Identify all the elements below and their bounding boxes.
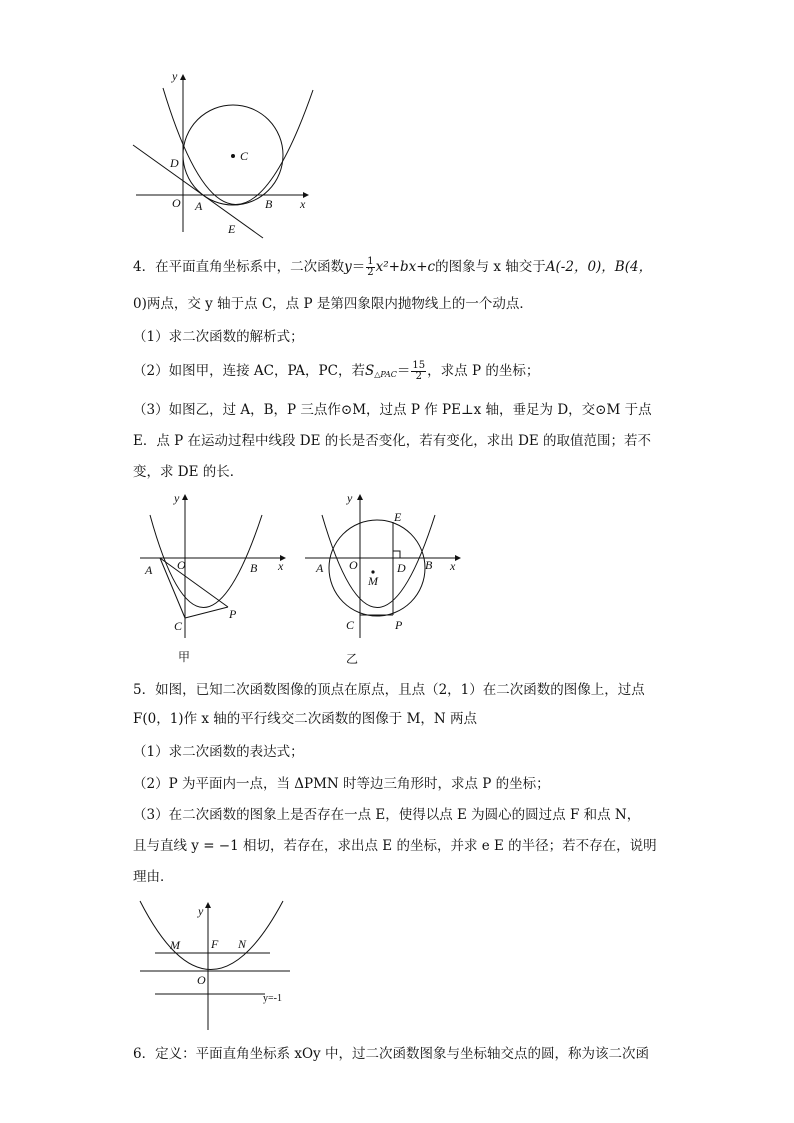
q5-statement-l1: 5．如图，已知二次函数图像的顶点在原点，且点（2，1）在二次函数的图像上，过点 <box>133 682 645 698</box>
q5-statement-l2: F(0，1)作 x 轴的平行线交二次函数的图像于 M，N 两点 <box>133 711 477 727</box>
label-d: D <box>170 156 179 170</box>
label-c: C <box>240 149 249 163</box>
label-y: y <box>172 70 178 83</box>
label-d: D <box>397 561 406 575</box>
circle-m <box>329 520 425 616</box>
y-axis-arrow <box>205 902 211 908</box>
label-m: M <box>170 938 180 952</box>
label-x: x <box>300 197 306 211</box>
label-p: P <box>395 618 403 632</box>
label-y: y <box>198 904 204 918</box>
label-b: B <box>250 561 258 575</box>
figure-q5 <box>135 898 305 1033</box>
q6-statement: 6．定义：平面直角坐标系 xOy 中，过二次函数图象与坐标轴交点的圆，称为该二次函 <box>133 1046 649 1062</box>
label-o: O <box>349 558 358 572</box>
q4-part3-l1: （3）如图乙，过 A，B，P 三点作⊙M，过点 P 作 PE⊥x 轴，垂足为 D，交⊙M 于点 <box>133 402 652 418</box>
y-axis-arrow <box>357 494 363 500</box>
x-axis-arrow <box>455 555 461 561</box>
center-c-dot <box>231 154 235 158</box>
label-x: x <box>450 559 456 573</box>
label-e: E <box>394 510 402 524</box>
q4-part3-l2: E．点 P 在运动过程中线段 DE 的长是否变化，若有变化，求出 DE 的取值范围；若不 <box>133 433 652 449</box>
parabola <box>150 515 262 608</box>
label-b: B <box>425 558 433 572</box>
label-a: A <box>145 563 153 577</box>
figure-yi <box>300 490 470 640</box>
parabola <box>140 901 283 970</box>
q4-part1: （1）求二次函数的解析式； <box>133 329 304 345</box>
label-b: B <box>265 197 273 211</box>
q5-part3-l3: 理由． <box>133 869 174 885</box>
label-y: y <box>174 491 180 505</box>
y-axis-arrow <box>182 494 188 500</box>
caption-yi: 乙 <box>346 652 359 666</box>
label-y: y <box>347 491 353 505</box>
label-m: M <box>368 574 378 588</box>
segment-pc <box>185 607 228 618</box>
q4-statement-line2: 0)两点，交 y 轴于点 C，点 P 是第四象限内抛物线上的一个动点． <box>133 296 533 312</box>
label-line: y=-1 <box>263 993 282 1004</box>
q4-part3-l3: 变，求 DE 的长． <box>133 464 244 480</box>
label-n: N <box>238 937 247 951</box>
q5-part2: （2）P 为平面内一点，当 ΔPMN 时等边三角形时，求点 P 的坐标； <box>133 776 550 792</box>
label-a: A <box>195 199 203 213</box>
q4-part2: （2）如图甲，连接 AC，PA，PC，若$S_{\triangle PAC}=$ $\frac{15}{2}$ ，求点 P 的坐标； <box>133 360 540 382</box>
fraction-half: $\frac{1}{2}$ <box>367 256 374 278</box>
label-o: O <box>177 558 186 572</box>
label-c: C <box>346 618 355 632</box>
figure-jia <box>135 490 295 640</box>
fraction-15-2: $\frac{15}{2}$ <box>412 360 426 382</box>
right-angle-mark <box>393 551 400 558</box>
label-f: F <box>211 937 219 951</box>
label-o: O <box>172 196 181 210</box>
label-o: O <box>197 973 206 987</box>
figure-circle-c <box>128 70 318 240</box>
q4-statement: 4．在平面直角坐标系中，二次函数y＝ $\frac{1}{2}$ x²+bx+c的图象与 x 轴交于A(-2，0)，B(4， <box>133 256 653 278</box>
caption-jia: 甲 <box>178 650 191 664</box>
q5-part3-l2: 且与直线 y = −1 相切，若存在，求出点 E 的坐标，并求 e E 的半径；若不存在，说明 <box>133 838 657 854</box>
q5-part3-l1: （3）在二次函数的图象上是否存在一点 E，使得以点 E 为圆心的圆过点 F 和点 N， <box>133 807 641 823</box>
y-axis-arrow <box>180 74 186 80</box>
label-e: E <box>228 222 236 236</box>
q5-part1: （1）求二次函数的表达式； <box>133 744 304 760</box>
label-a: A <box>316 561 324 575</box>
label-p: P <box>229 607 237 621</box>
label-x: x <box>278 559 284 573</box>
label-c: C <box>174 619 183 633</box>
